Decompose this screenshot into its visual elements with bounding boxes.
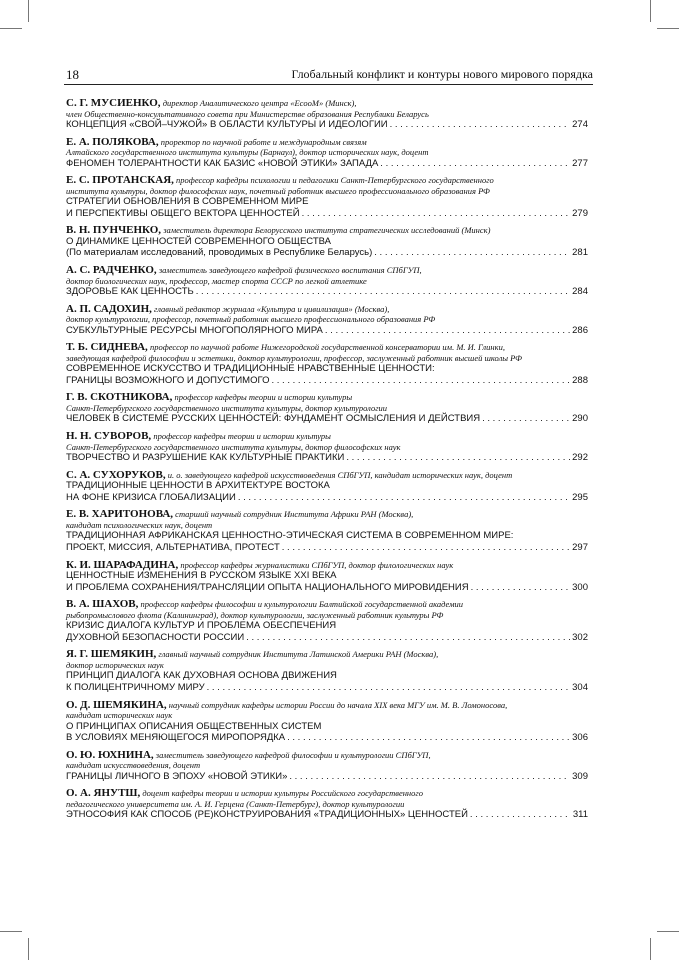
page-ref: 306 <box>572 732 588 744</box>
author-byline <box>66 431 588 452</box>
toc-entry <box>66 599 588 643</box>
article-title-line <box>66 632 588 644</box>
author-name: Я. Г. ШЕМЯКИН, <box>66 648 157 661</box>
author-affiliation: профессор по научной работе Нижегородской государственной консерватории им. М. И. Глинки, <box>147 342 505 353</box>
toc-entry <box>66 700 588 744</box>
author-affiliation: кандидат исторических наук <box>66 710 173 721</box>
article-title-line <box>66 208 588 220</box>
author-affiliation: рыбопромыслового флота (Калининград), доктор культурологии, заслуженный работник культуры РФ <box>66 609 444 620</box>
article-title-line: О ДИНАМИКЕ ЦЕННОСТЕЙ СОВРЕМЕННОГО ОБЩЕСТВА <box>66 235 331 247</box>
article-title: ЭТНОСОФИЯ КАК СПОСОБ (РЕ)КОНСТРУИРОВАНИЯ «ТРАДИЦИОННЫХ» ЦЕННОСТЕЙ <box>66 809 468 821</box>
article-title-line <box>66 771 588 783</box>
toc-entry <box>66 392 588 425</box>
dot-leader <box>470 809 571 821</box>
author-name: В. Н. ПУНЧЕНКО, <box>66 224 162 237</box>
author-affiliation: профессор кафедры философии и культурологии Балтийской государственной академии <box>138 599 464 610</box>
article-title-line: КРИЗИС ДИАЛОГА КУЛЬТУР И ПРОБЛЕМА ОБЕСПЕЧЕНИЯ <box>66 620 337 632</box>
author-byline <box>66 788 588 809</box>
author-affiliation: и. о. заведующего кафедрой искусствоведения СПбГУП, кандидат исторических наук, доцент <box>165 469 513 480</box>
author-affiliation: главный научный сотрудник Института Латинской Америки РАН (Москва), <box>156 649 439 660</box>
article-title-line: ТРАДИЦИОННАЯ АФРИКАНСКАЯ ЦЕННОСТНО-ЭТИЧЕСКАЯ СИСТЕМА В СОВРЕМЕННОМ МИРЕ: <box>66 530 514 542</box>
author-affiliation: профессор кафедры теории и истории культуры <box>151 431 331 442</box>
dot-leader <box>325 325 570 337</box>
page-ref: 300 <box>572 581 588 593</box>
toc-entry <box>66 649 588 693</box>
author-byline <box>66 137 588 158</box>
crop-mark <box>657 931 679 932</box>
dot-leader <box>482 413 570 425</box>
author-affiliation: доктор исторических наук <box>66 659 164 670</box>
author-name: С. Г. МУСИЕНКО, <box>66 97 161 109</box>
article-title-line: СТРАТЕГИИ ОБНОВЛЕНИЯ В СОВРЕМЕННОМ МИРЕ <box>66 196 309 208</box>
dot-leader <box>196 286 570 298</box>
page-ref: 279 <box>572 207 588 219</box>
author-affiliation: научный сотрудник кафедры истории России до начала XIX века МГУ им. М. В. Ломоносова, <box>166 699 508 710</box>
page-ref: 295 <box>572 491 588 503</box>
author-name: Н. Н. СУВОРОВ, <box>66 430 152 443</box>
crop-mark <box>28 0 29 22</box>
author-affiliation: заместитель директора Белорусского института стратегических исследований (Минск) <box>161 225 491 236</box>
author-affiliation: заместитель заведующего кафедрой физического воспитания СПбГУП, <box>156 265 422 276</box>
toc-entry <box>66 304 588 337</box>
page-ref: 297 <box>572 541 588 553</box>
page-ref: 304 <box>572 681 588 693</box>
dot-leader <box>380 158 570 170</box>
author-byline <box>66 599 588 620</box>
author-name: Г. В. СКОТНИКОВА, <box>66 391 173 404</box>
toc-entry <box>66 137 588 170</box>
dot-leader <box>246 632 570 644</box>
author-name: Е. А. ПОЛЯКОВА, <box>66 135 159 148</box>
toc-entry <box>66 175 588 219</box>
author-affiliation: кандидат психологических наук, доцент <box>66 519 213 530</box>
author-affiliation: доктор биологических наук, профессор, мастер спорта СССР по легкой атлетике <box>66 275 367 286</box>
crop-mark <box>650 938 651 960</box>
toc-entry <box>66 225 588 259</box>
article-title-line <box>66 286 588 298</box>
running-header <box>64 66 593 85</box>
toc-entry <box>66 98 588 131</box>
toc-entry <box>66 265 588 298</box>
author-byline <box>66 392 588 413</box>
crop-mark <box>28 938 29 960</box>
dot-leader <box>471 582 571 594</box>
author-byline <box>66 560 588 571</box>
article-title: ЧЕЛОВЕК В СИСТЕМЕ РУССКИХ ЦЕННОСТЕЙ: ФУНДАМЕНТ ОСМЫСЛЕНИЯ И ДЕЙСТВИЯ <box>66 413 481 425</box>
article-title: ЗДОРОВЬЕ КАК ЦЕННОСТЬ <box>66 286 194 298</box>
article-title: ПРОЕКТ, МИССИЯ, АЛЬТЕРНАТИВА, ПРОТЕСТ <box>66 541 280 553</box>
author-affiliation: член Общественно-консультативного совета при Министерстве образования Республики Беларусь <box>66 108 429 119</box>
dot-leader <box>374 247 570 259</box>
toc-entry <box>66 788 588 821</box>
author-byline <box>66 175 588 196</box>
page-ref: 288 <box>572 374 588 386</box>
author-name: О. А. ЯНУТШ, <box>66 787 141 800</box>
author-affiliation: профессор кафедры психологии и педагогики Санкт-Петербургского государственного <box>173 175 494 186</box>
toc-entry <box>66 750 588 783</box>
article-title-line <box>66 413 588 425</box>
article-title: СУБКУЛЬТУРНЫЕ РЕСУРСЫ МНОГОПОЛЯРНОГО МИРА <box>66 324 323 336</box>
page-number: 18 <box>66 67 79 82</box>
author-affiliation: заведующая кафедрой философии и эстетики, доктор культурологии, профессор, заслуженный работник высшей школы РФ <box>66 352 522 363</box>
article-title: НА ФОНЕ КРИЗИСА ГЛОБАЛИЗАЦИИ <box>66 491 236 503</box>
author-byline <box>66 509 588 530</box>
article-title: ФЕНОМЕН ТОЛЕРАНТНОСТИ КАК БАЗИС «НОВОЙ ЭТИКИ» ЗАПАДА <box>66 157 379 169</box>
dot-leader <box>272 375 571 387</box>
author-name: А. П. САДОХИН, <box>66 302 152 315</box>
toc-entry <box>66 509 588 553</box>
article-title-line <box>66 492 588 504</box>
dot-leader <box>390 119 571 131</box>
page-ref: 292 <box>572 452 588 464</box>
dot-leader <box>289 771 570 783</box>
author-byline <box>66 265 588 286</box>
article-title: КОНЦЕПЦИЯ «СВОЙ–ЧУЖОЙ» В ОБЛАСТИ КУЛЬТУРЫ И ИДЕОЛОГИИ <box>66 119 388 130</box>
author-byline <box>66 98 588 119</box>
page-ref: 274 <box>572 119 588 130</box>
author-name: О. Ю. ЮХНИНА, <box>66 748 154 761</box>
author-name: Е. В. ХАРИТОНОВА, <box>66 508 174 521</box>
crop-mark <box>0 931 22 932</box>
author-affiliation: профессор кафедры журналистики СПбГУП, доктор филологических наук <box>178 559 454 570</box>
author-affiliation: педагогического университета им. А. И. Герцена (Санкт-Петербург), доктор культурологии <box>66 798 405 809</box>
dot-leader <box>207 682 571 694</box>
article-title: В УСЛОВИЯХ МЕНЯЮЩЕГОСЯ МИРОПОРЯДКА <box>66 732 286 744</box>
article-title-line <box>66 375 588 387</box>
article-title-line <box>66 582 588 594</box>
page-ref: 286 <box>572 324 588 336</box>
article-title: ГРАНИЦЫ ВОЗМОЖНОГО И ДОПУСТИМОГО <box>66 374 270 386</box>
author-affiliation: Санкт-Петербургского государственного института культуры, доктор культурологии <box>66 402 388 413</box>
article-title-line <box>66 809 588 821</box>
dot-leader <box>346 452 570 464</box>
page-ref: 277 <box>572 157 588 169</box>
crop-mark <box>0 28 22 29</box>
author-name: Т. Б. СИДНЕВА, <box>66 341 148 354</box>
author-affiliation: проректор по научной работе и международным связям <box>158 136 367 147</box>
table-of-contents <box>66 98 588 827</box>
article-title: И ПРОБЛЕМА СОХРАНЕНИЯ/ТРАНСЛЯЦИИ ОПЫТА НАЦИОНАЛЬНОГО МИРОВИДЕНИЯ <box>66 581 469 593</box>
article-title-line: О ПРИНЦИПАХ ОПИСАНИЯ ОБЩЕСТВЕННЫХ СИСТЕМ <box>66 720 322 732</box>
dot-leader <box>302 208 571 220</box>
article-title-line <box>66 325 588 337</box>
dot-leader <box>282 542 570 554</box>
author-name: О. Д. ШЕМЯКИНА, <box>66 698 167 711</box>
article-title-line: ЦЕННОСТНЫЕ ИЗМЕНЕНИЯ В РУССКОМ ЯЗЫКЕ XXI ВЕКА <box>66 570 337 581</box>
article-title-line: ТРАДИЦИОННЫЕ ЦЕННОСТИ В АРХИТЕКТУРЕ ВОСТОКА <box>66 480 330 492</box>
author-affiliation: главный редактор журнала «Культура и цивилизация» (Москва), <box>151 303 390 314</box>
author-affiliation: директор Аналитического центра «EcooM» (Минск), <box>160 98 357 108</box>
running-title: Глобальный конфликт и контуры нового мирового порядка <box>291 67 593 81</box>
article-title-line <box>66 542 588 554</box>
author-byline <box>66 304 588 325</box>
toc-entry <box>66 470 588 504</box>
author-affiliation: Санкт-Петербургского государственного института культуры, доктор философских наук <box>66 441 401 452</box>
author-byline <box>66 342 588 363</box>
article-title: ДУХОВНОЙ БЕЗОПАСНОСТИ РОССИИ <box>66 631 245 643</box>
article-title: К ПОЛИЦЕНТРИЧНОМУ МИРУ <box>66 681 205 693</box>
article-title-line: СОВРЕМЕННОЕ ИСКУССТВО И ТРАДИЦИОННЫЕ НРАВСТВЕННЫЕ ЦЕННОСТИ: <box>66 363 435 375</box>
article-title-line: ПРИНЦИП ДИАЛОГА КАК ДУХОВНАЯ ОСНОВА ДВИЖЕНИЯ <box>66 670 337 682</box>
page-ref: 281 <box>572 247 588 259</box>
author-affiliation: Алтайского государственного института культуры (Барнаул), доктор исторических наук, доцент <box>66 147 429 158</box>
page-ref: 284 <box>572 286 588 298</box>
article-title-line <box>66 682 588 694</box>
article-title-line <box>66 452 588 464</box>
author-affiliation: института культуры, доктор философских наук, почетный работник высшего профессионального образования РФ <box>66 185 490 196</box>
article-title: ГРАНИЦЫ ЛИЧНОГО В ЭПОХУ «НОВОЙ ЭТИКИ» <box>66 770 288 782</box>
crop-mark <box>650 0 651 22</box>
article-title-line <box>66 158 588 170</box>
author-affiliation: доктор культурологии, профессор, почетный работник высшего профессионального образования РФ <box>66 314 436 325</box>
author-name: Е. С. ПРОТАНСКАЯ, <box>66 174 174 187</box>
author-affiliation: заместитель заведующего кафедрой философии и культурологии СПбГУП, <box>153 749 431 760</box>
article-title-line <box>66 732 588 744</box>
author-affiliation: доцент кафедры теории и истории культуры Российского государственного <box>140 788 423 799</box>
page-ref: 311 <box>572 809 588 821</box>
author-affiliation: старший научный сотрудник Института Африки РАН (Москва), <box>173 509 414 520</box>
author-affiliation: кандидат искусствоведения, доцент <box>66 760 201 771</box>
author-affiliation: профессор кафедры теории и истории культуры <box>172 392 353 403</box>
toc-entry <box>66 560 588 594</box>
page-ref: 290 <box>572 413 588 425</box>
author-byline <box>66 649 588 670</box>
page-ref: 309 <box>572 770 588 782</box>
article-title: И ПЕРСПЕКТИВЫ ОБЩЕГО ВЕКТОРА ЦЕННОСТЕЙ <box>66 207 300 219</box>
author-name: А. С. РАДЧЕНКО, <box>66 264 157 277</box>
article-title: ТВОРЧЕСТВО И РАЗРУШЕНИЕ КАК КУЛЬТУРНЫЕ ПРАКТИКИ <box>66 452 345 464</box>
article-title-line <box>66 119 588 131</box>
author-name: С. А. СУХОРУКОВ, <box>66 468 166 481</box>
author-byline <box>66 750 588 771</box>
author-name: К. И. ШАРАФАДИНА, <box>66 558 179 571</box>
page-ref: 302 <box>572 631 588 643</box>
author-byline <box>66 470 588 481</box>
dot-leader <box>238 492 570 504</box>
author-byline <box>66 225 588 236</box>
author-byline <box>66 700 588 721</box>
article-title-line <box>66 247 588 259</box>
toc-entry <box>66 431 588 464</box>
crop-mark <box>657 28 679 29</box>
dot-leader <box>287 732 570 744</box>
article-title: (По материалам исследований, проводимых в Республике Беларусь) <box>66 247 373 259</box>
author-name: В. А. ШАХОВ, <box>66 598 139 611</box>
toc-entry <box>66 342 588 386</box>
